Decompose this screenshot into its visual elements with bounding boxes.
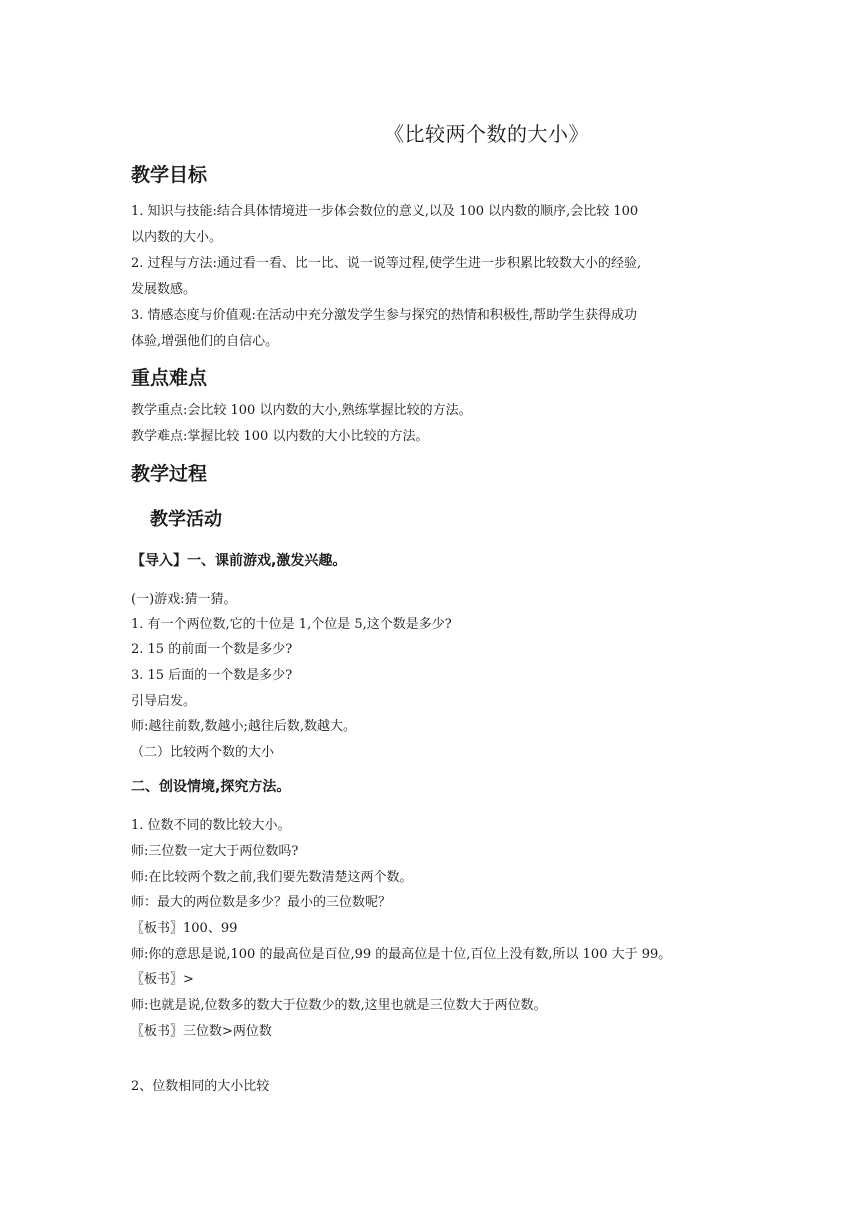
explore-line-7: 〖板书〗> xyxy=(131,972,194,987)
intro-line-3: 2. 15 的前面一个数是多少? xyxy=(131,642,293,657)
objectives-line-5: 3. 情感态度与价值观:在活动中充分激发学生参与探究的热情和积极性,帮助学生获得成功 xyxy=(131,308,638,323)
objectives-line-4: 发展数感。 xyxy=(131,282,197,297)
intro-line-4: 3. 15 后面的一个数是多少? xyxy=(131,668,293,683)
explore-line-4: 师：最大的两位数是多少？最小的三位数呢？ xyxy=(131,895,392,910)
heading-key-points: 重点难点 xyxy=(131,367,208,389)
intro-line-2: 1. 有一个两位数,它的十位是 1,个位是 5,这个数是多少? xyxy=(131,617,452,632)
objectives-line-1: 1. 知识与技能:结合具体情境进一步体会数位的意义,以及 100 以内数的顺序,会比较 100 xyxy=(131,204,639,219)
section-2-line: 2、位数相同的大小比较 xyxy=(131,1079,270,1094)
explore-line-3: 师:在比较两个数之前,我们要先数清楚这两个数。 xyxy=(131,870,413,885)
key-point-line-2: 教学难点:掌握比较 100 以内数的大小比较的方法。 xyxy=(131,429,429,444)
document-title: 《比较两个数的大小》 xyxy=(384,122,589,146)
intro-line-7: （二）比较两个数的大小 xyxy=(131,745,275,760)
explore-line-1: 1. 位数不同的数比较大小。 xyxy=(131,818,291,833)
objectives-line-6: 体验,增强他们的自信心。 xyxy=(131,334,279,349)
subheading-activity: 教学活动 xyxy=(150,509,222,530)
objectives-line-2: 以内数的大小。 xyxy=(131,230,223,245)
heading-objectives: 教学目标 xyxy=(131,164,208,186)
heading-process: 教学过程 xyxy=(131,463,208,485)
intro-line-5: 引导启发。 xyxy=(131,694,197,709)
explore-heading: 二、创设情境,探究方法。 xyxy=(131,779,291,795)
explore-line-9: 〖板书〗三位数>两位数 xyxy=(131,1024,272,1039)
key-point-line-1: 教学重点:会比较 100 以内数的大小,熟练掌握比较的方法。 xyxy=(131,403,472,418)
explore-line-2: 师:三位数一定大于两位数吗? xyxy=(131,844,299,859)
intro-line-1: (一)游戏:猜一猜。 xyxy=(131,592,237,607)
intro-heading: 【导入】一、课前游戏,激发兴趣。 xyxy=(131,553,347,569)
objectives-line-3: 2. 过程与方法:通过看一看、比一比、说一说等过程,使学生进一步积累比较数大小的经验, xyxy=(131,256,642,271)
explore-line-8: 师:也就是说,位数多的数大于位数少的数,这里也就是三位数大于两位数。 xyxy=(131,998,547,1013)
explore-line-5: 〖板书〗100、99 xyxy=(131,921,238,936)
explore-line-6: 师:你的意思是说,100 的最高位是百位,99 的最高位是十位,百位上没有数,所以 100 大于 99。 xyxy=(131,947,672,962)
intro-line-6: 师:越往前数,数越小;越往后数,数越大。 xyxy=(131,719,357,734)
